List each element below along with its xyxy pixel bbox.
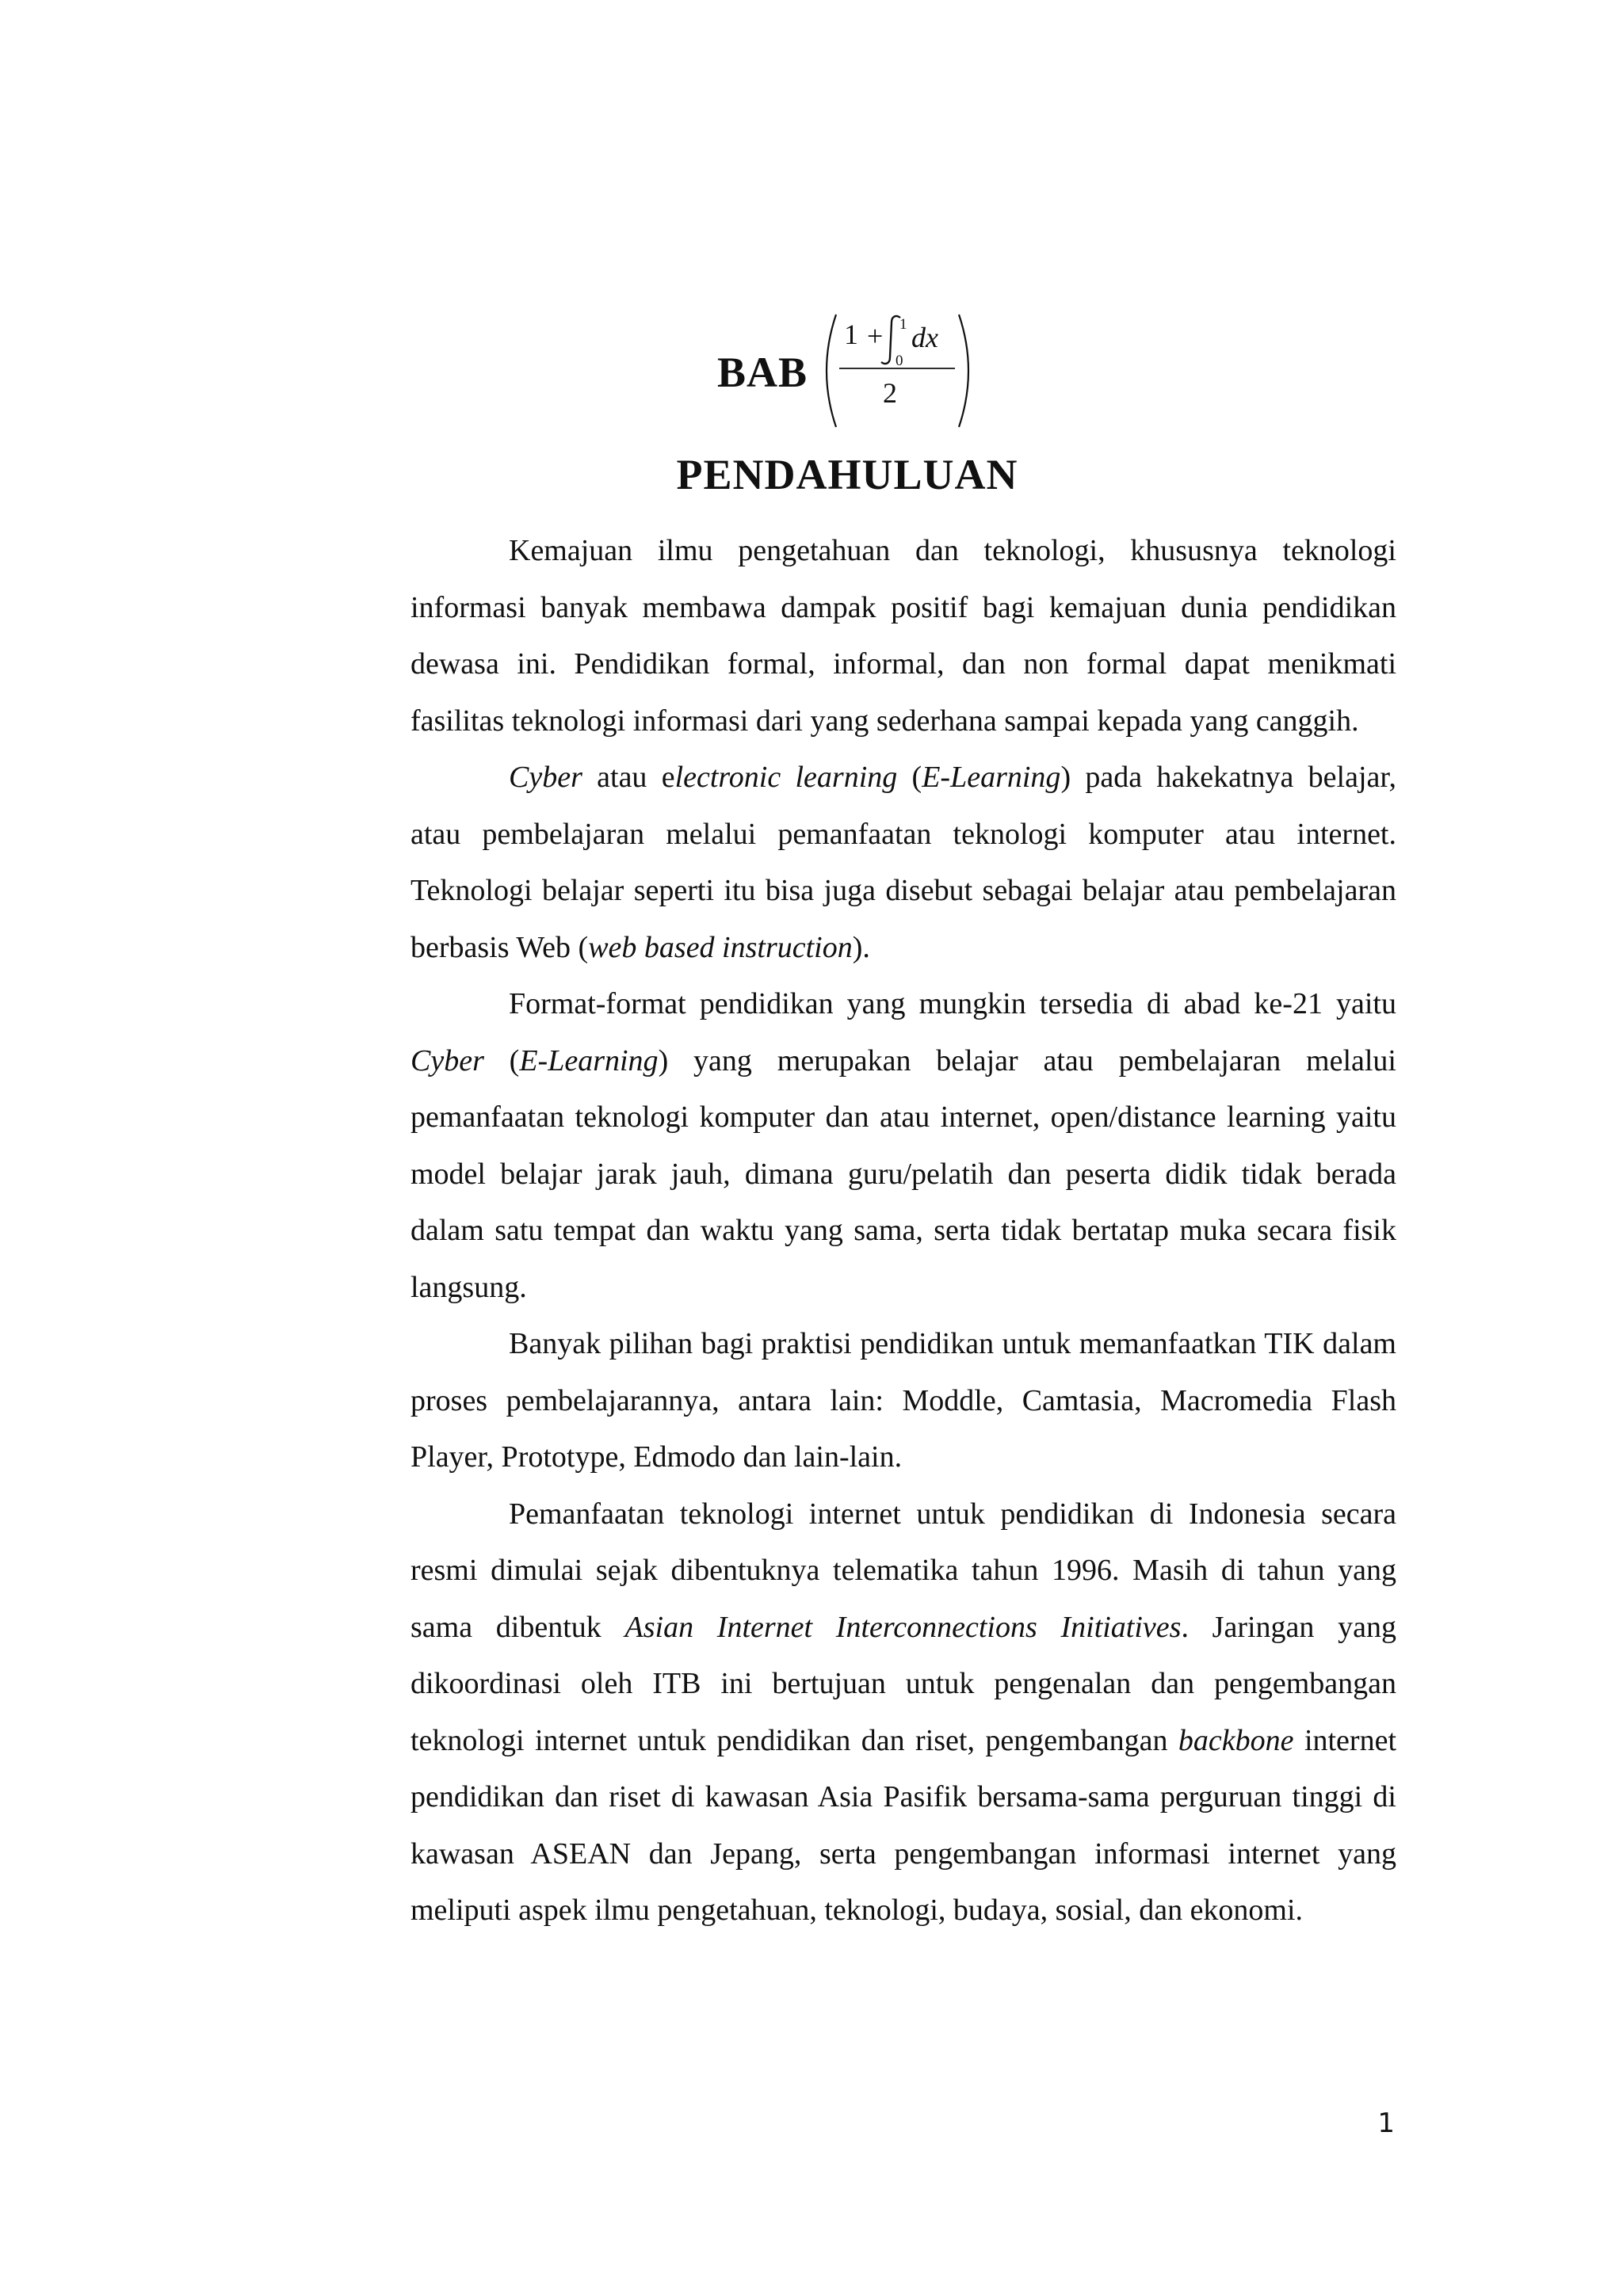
paragraph-text: atau e [582,761,675,794]
paragraph [411,523,1396,749]
chapter-title: PENDAHULUAN [676,451,1018,498]
italic-text: E-Learning [519,1043,659,1077]
paragraph-text: ). [852,930,870,964]
italic-text: Asian Internet Interconnections Initiatives [624,1610,1182,1644]
body-text [411,523,1396,1939]
right-paren [959,315,968,427]
chapter-heading [717,307,975,434]
paragraph [411,976,1396,1316]
paragraph-text: Format-format pendidikan yang mungkin tersedia di abad ke-21 yaitu [509,987,1396,1020]
chapter-label: BAB [717,349,808,396]
integral-lower-limit: 0 [896,353,903,369]
paragraph [411,1486,1396,1939]
italic-text: E-Learning [922,761,1061,794]
italic-text: Cyber [411,1043,484,1077]
paragraph-text: internet pendidikan dan riset di kawasan Asia Pasifik bersama-sama perguruan tinggi di kawasan ASEAN dan Jepang, serta pengembangan informasi internet yang meliputi aspek ilmu pengetahuan, teknologi, budaya, sosial, dan ekonomi. [411,1723,1396,1927]
formula-one: 1 [844,318,859,350]
formula-differential: dx [911,322,939,353]
italic-text: lectronic learning [674,761,898,794]
italic-text: web based instruction [588,930,853,964]
paragraph-text: Kemajuan ilmu pengetahuan dan teknologi, khususnya teknologi informasi banyak membawa dampak positif bagi kemajuan dunia pendidikan dewasa ini. Pendidikan formal, informal, dan non formal dapat menikmati fasilitas teknologi informasi dari yang sederhana sampai kepada yang canggih. [411,534,1396,738]
paragraph [411,749,1396,976]
paragraph-text: Banyak pilihan bagi praktisi pendidikan untuk memanfaatkan TIK dalam proses pembelajarannya, antara lain: Moddle, Camtasia, Macromedia Flash Player, Prototype, Edmodo dan lain-lain. [411,1327,1396,1474]
formula-plus: + [867,320,884,352]
chapter-number-formula [820,311,975,430]
paragraph-text: . Jaringan yang dikoordinasi oleh ITB ini bertujuan untuk pengenalan dan pengembangan teknologi internet untuk pendidikan dan riset, pengembangan [411,1610,1396,1757]
integral-upper-limit: 1 [899,316,907,333]
italic-text: backbone [1178,1723,1294,1757]
paragraph-text: ) yang merupakan belajar atau pembelajaran melalui pemanfaatan teknologi komputer dan atau internet, open/distance learning yaitu model belajar jarak jauh, dimana guru/pelatih dan peserta didik tidak berada dalam satu tempat dan waktu yang sama, serta tidak bertatap muka secara fisik langsung. [411,1043,1396,1304]
paragraph-text: Pemanfaatan teknologi internet untuk pendidikan di Indonesia secara resmi dimulai sejak dibentuknya telematika tahun 1996. Masih di tahun yang sama dibentuk [411,1497,1396,1644]
paragraph-text: ( [483,1043,520,1077]
page-number: 1 [1377,2107,1395,2139]
paragraph-text: ( [897,761,922,794]
formula-denominator: 2 [883,377,898,409]
italic-text: Cyber [509,761,582,794]
left-paren [827,315,836,427]
paragraph [411,1316,1396,1486]
paragraph-text: ) pada hakekatnya belajar, atau pembelajaran melalui pemanfaatan teknologi komputer atau internet. Teknologi belajar seperti itu bisa juga disebut sebagai belajar atau pembelajaran berbasis Web ( [411,761,1397,964]
